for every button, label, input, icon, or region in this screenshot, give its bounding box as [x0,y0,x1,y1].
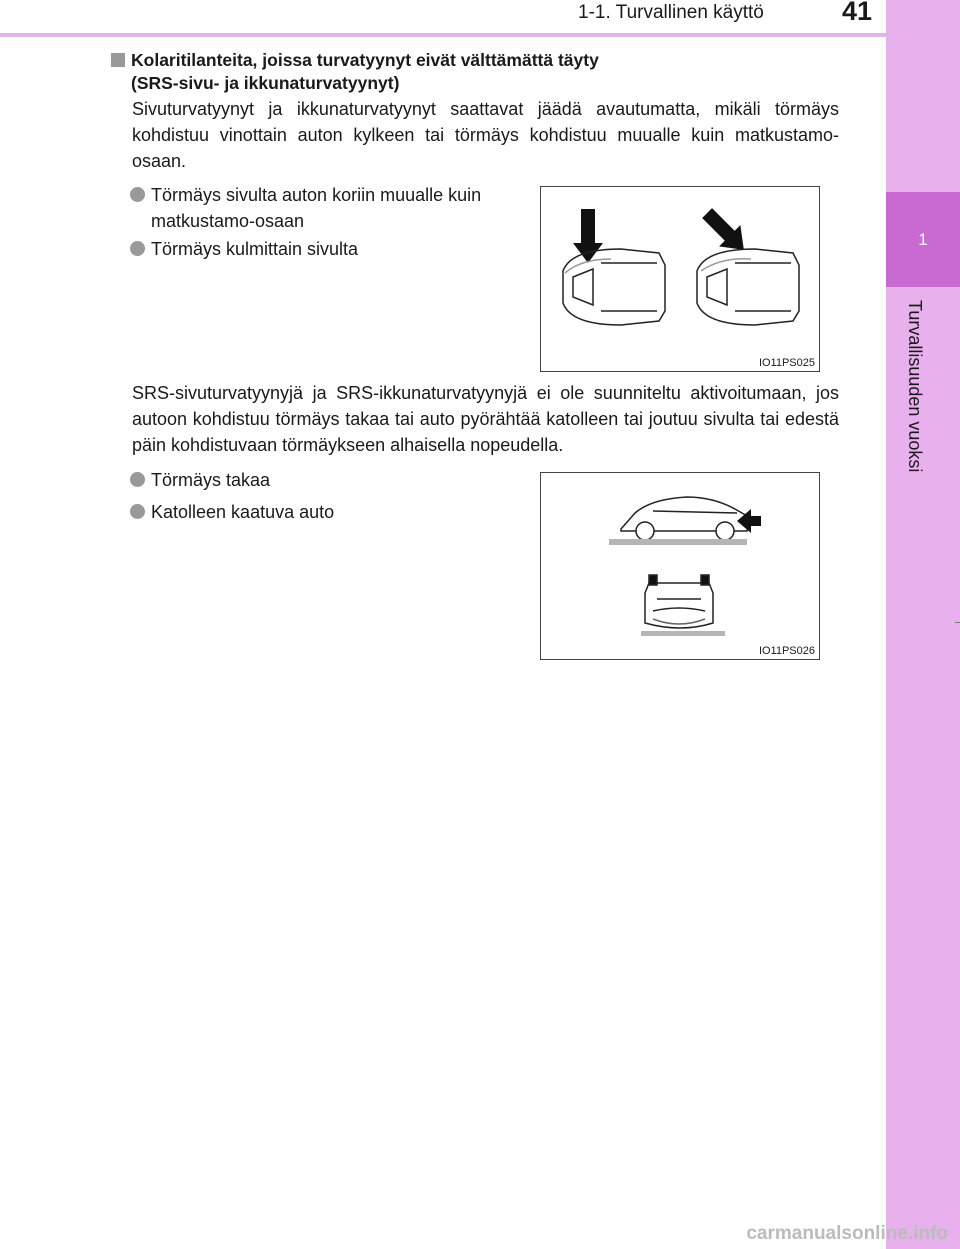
down-arrow-icon [573,209,603,263]
watermark: carmanualsonline.info [746,1223,948,1244]
header-title: 1-1. Turvallinen käyttö [578,2,764,23]
list-item [130,467,530,493]
figure-side-collision [540,186,820,372]
side-tick [955,622,960,623]
overturned-car-icon [645,575,713,628]
circle-bullet-icon [130,241,145,256]
list-item [130,182,530,234]
chapter-label: Turvallisuuden vuoksi [905,300,925,473]
paragraph-1: Sivuturvatyynyt ja ikkunaturvatyynyt saattavat jäädä avautumatta, mikäli törmäys kohdistuu vinottain auton kylkeen tai törmäys kohdistuu muualle kuin matkustamo-osaan. [132,99,839,171]
paragraph-2: SRS-sivuturvatyynyjä ja SRS-ikkunaturvatyynyjä ei ole suunniteltu aktivoitumaan, jos autoon kohdistuu törmäys takaa tai auto pyörähtää katolleen tai joutuu sivulta tai edestä päin kohdistuvaan törmäykseen alhaisella nopeudella. [132,383,839,455]
ground-strip [609,539,747,545]
header-rule [0,33,886,37]
circle-bullet-icon [130,504,145,519]
side-chapter-tab [886,192,960,287]
side-collision-illustration [541,187,819,371]
ground-strip [641,631,725,636]
heading-line-2: (SRS-sivu- ja ikkunaturvatyynyt) [131,73,400,93]
heading-line-1: Kolaritilanteita, joissa turvatyynyt eivät välttämättä täyty [131,50,599,70]
page-number: 41 [842,0,873,26]
figure-code: IO11PS025 [758,357,815,369]
bullet-text: Törmäys sivulta auton koriin muualle kuin matkustamo-osaan [151,185,482,231]
list-item [130,236,530,262]
figure-code: IO11PS026 [758,645,815,657]
chapter-number: 1 [918,230,928,249]
car-top-view-icon [697,249,799,325]
car-top-view-icon [563,249,665,325]
car-side-view-icon [621,497,749,540]
bullet-text: Törmäys kulmittain sivulta [151,239,359,259]
bullet-text: Törmäys takaa [151,470,271,490]
section [111,49,841,95]
figure-rear-rollover [540,472,820,660]
circle-bullet-icon [130,472,145,487]
section-heading [111,49,841,95]
bullet-text: Katolleen kaatuva auto [151,502,335,522]
square-bullet-icon [111,53,125,67]
rear-rollover-illustration [541,473,819,659]
list-item [130,499,530,525]
side-tab [886,0,960,1249]
circle-bullet-icon [130,187,145,202]
